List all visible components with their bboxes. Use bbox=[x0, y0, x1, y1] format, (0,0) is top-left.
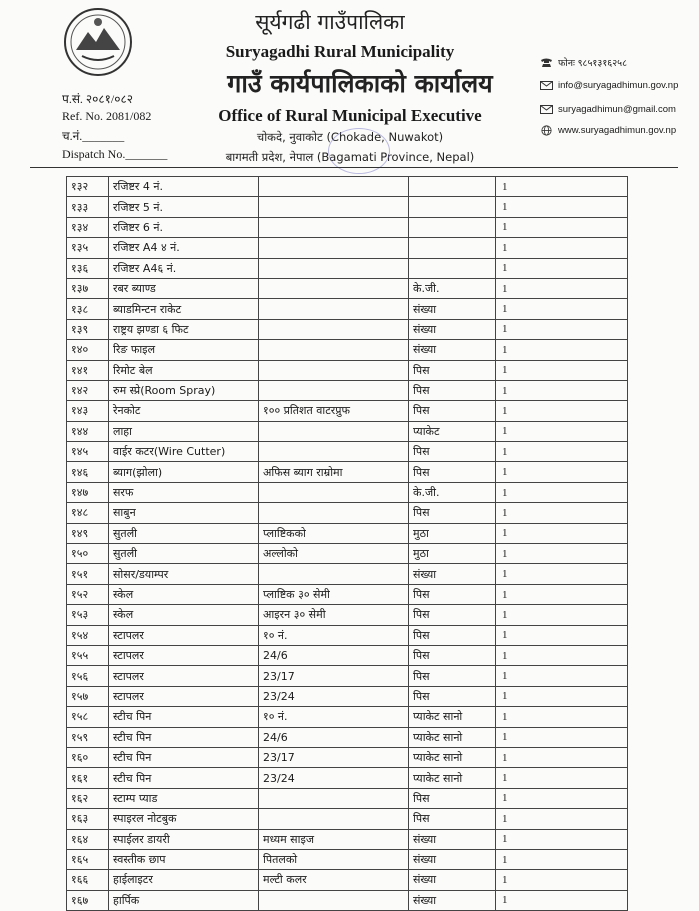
item-unit: पिस bbox=[409, 788, 496, 808]
item-quantity: 1 bbox=[496, 319, 628, 339]
contact-email-gmail bbox=[540, 104, 676, 115]
item-serial: १५३ bbox=[67, 605, 109, 625]
chalani-number: च.नं._______ bbox=[62, 129, 125, 143]
table-row bbox=[67, 584, 628, 604]
item-unit: प्याकेट सानो bbox=[409, 727, 496, 747]
item-spec: 23/24 bbox=[259, 768, 409, 788]
address-line-2: बागमती प्रदेश, नेपाल (Bagamati Province, Nepal) bbox=[225, 150, 475, 164]
item-unit: पिस bbox=[409, 462, 496, 482]
globe-icon bbox=[540, 125, 553, 136]
item-spec bbox=[259, 380, 409, 400]
contact-email-info bbox=[540, 80, 678, 91]
item-unit: प्याकेट सानो bbox=[409, 747, 496, 767]
item-spec: पितलको bbox=[259, 849, 409, 869]
item-serial: १६३ bbox=[67, 809, 109, 829]
item-unit: पिस bbox=[409, 401, 496, 421]
item-quantity: 1 bbox=[496, 482, 628, 502]
item-serial: १४९ bbox=[67, 523, 109, 543]
item-unit: संख्या bbox=[409, 319, 496, 339]
municipality-title-en: Suryagadhi Rural Municipality bbox=[225, 42, 455, 61]
table-row bbox=[67, 482, 628, 502]
item-quantity: 1 bbox=[496, 401, 628, 421]
table-row bbox=[67, 523, 628, 543]
item-unit: पिस bbox=[409, 380, 496, 400]
contact-text: www.suryagadhimun.gov.np bbox=[558, 125, 677, 136]
item-unit: संख्या bbox=[409, 870, 496, 890]
item-serial: १६६ bbox=[67, 870, 109, 890]
item-spec bbox=[259, 421, 409, 441]
item-spec: १० नं. bbox=[259, 707, 409, 727]
table-row bbox=[67, 197, 628, 217]
item-spec bbox=[259, 503, 409, 523]
table-row bbox=[67, 238, 628, 258]
item-unit: पिस bbox=[409, 666, 496, 686]
item-name: राष्ट्रय झण्डा ६ फिट bbox=[109, 319, 259, 339]
item-quantity: 1 bbox=[496, 380, 628, 400]
item-name: स्टापलर bbox=[109, 666, 259, 686]
item-quantity: 1 bbox=[496, 809, 628, 829]
item-unit bbox=[409, 177, 496, 197]
item-name: स्केल bbox=[109, 584, 259, 604]
table-row bbox=[67, 707, 628, 727]
contact-text: फोनः ९८५१३१६२५८ bbox=[558, 58, 628, 69]
table-row bbox=[67, 666, 628, 686]
table-row bbox=[67, 278, 628, 298]
item-serial: १५६ bbox=[67, 666, 109, 686]
item-quantity: 1 bbox=[496, 197, 628, 217]
item-serial: १५८ bbox=[67, 707, 109, 727]
item-spec: 24/6 bbox=[259, 645, 409, 665]
item-spec: मध्यम साइज bbox=[259, 829, 409, 849]
item-spec: प्लाष्टिकको bbox=[259, 523, 409, 543]
item-serial: १३८ bbox=[67, 299, 109, 319]
item-quantity: 1 bbox=[496, 564, 628, 584]
table-row bbox=[67, 788, 628, 808]
item-serial: १६५ bbox=[67, 849, 109, 869]
item-serial: १५७ bbox=[67, 686, 109, 706]
table-row bbox=[67, 380, 628, 400]
item-name: ब्याडमिन्टन राकेट bbox=[109, 299, 259, 319]
item-spec bbox=[259, 809, 409, 829]
item-name: रुम स्प्रे(Room Spray) bbox=[109, 380, 259, 400]
item-name: स्टाम्प प्याड bbox=[109, 788, 259, 808]
item-spec bbox=[259, 360, 409, 380]
item-serial: १३९ bbox=[67, 319, 109, 339]
table-row bbox=[67, 421, 628, 441]
item-serial: १४० bbox=[67, 340, 109, 360]
item-serial: १५१ bbox=[67, 564, 109, 584]
item-unit: के.जी. bbox=[409, 482, 496, 502]
table-row bbox=[67, 319, 628, 339]
item-name: रबर ब्याण्ड bbox=[109, 278, 259, 298]
item-spec: 24/6 bbox=[259, 727, 409, 747]
item-unit: संख्या bbox=[409, 564, 496, 584]
table-row bbox=[67, 462, 628, 482]
item-serial: १३६ bbox=[67, 258, 109, 278]
item-spec bbox=[259, 278, 409, 298]
item-unit: पिस bbox=[409, 360, 496, 380]
ref-number: Ref. No. 2081/082 bbox=[62, 109, 152, 123]
item-spec bbox=[259, 890, 409, 910]
item-serial: १५२ bbox=[67, 584, 109, 604]
item-name: रिमोट बेल bbox=[109, 360, 259, 380]
item-name: स्पाइरल नोटबुक bbox=[109, 809, 259, 829]
contact-website bbox=[540, 125, 676, 136]
item-serial: १४८ bbox=[67, 503, 109, 523]
items-table bbox=[66, 176, 628, 911]
item-name: हाईलाइटर bbox=[109, 870, 259, 890]
item-spec bbox=[259, 564, 409, 584]
office-title-np: गाउँ कार्यपालिकाको कार्यालय bbox=[227, 69, 493, 98]
item-unit: संख्या bbox=[409, 829, 496, 849]
item-name: रेनकोट bbox=[109, 401, 259, 421]
table-row bbox=[67, 177, 628, 197]
item-quantity: 1 bbox=[496, 890, 628, 910]
item-unit: पिस bbox=[409, 686, 496, 706]
table-row bbox=[67, 890, 628, 910]
item-quantity: 1 bbox=[496, 503, 628, 523]
table-row bbox=[67, 747, 628, 767]
item-quantity: 1 bbox=[496, 788, 628, 808]
item-name: स्पाईलर डायरी bbox=[109, 829, 259, 849]
item-quantity: 1 bbox=[496, 584, 628, 604]
item-quantity: 1 bbox=[496, 421, 628, 441]
item-spec: 23/24 bbox=[259, 686, 409, 706]
item-name: रिङ फाइल bbox=[109, 340, 259, 360]
item-quantity: 1 bbox=[496, 258, 628, 278]
item-spec: 23/17 bbox=[259, 747, 409, 767]
item-name: लाहा bbox=[109, 421, 259, 441]
item-unit: पिस bbox=[409, 605, 496, 625]
item-name: स्टीच पिन bbox=[109, 727, 259, 747]
address-line-1: चोकदे, नुवाकोट (Chokade, Nuwakot) bbox=[256, 130, 444, 144]
item-name: रजिष्टर A4 ४ नं. bbox=[109, 238, 259, 258]
item-quantity: 1 bbox=[496, 177, 628, 197]
item-serial: १५४ bbox=[67, 625, 109, 645]
item-serial: १६० bbox=[67, 747, 109, 767]
item-quantity: 1 bbox=[496, 829, 628, 849]
item-serial: १३५ bbox=[67, 238, 109, 258]
item-spec: प्लाष्टिक ३० सेमी bbox=[259, 584, 409, 604]
item-spec bbox=[259, 238, 409, 258]
item-quantity: 1 bbox=[496, 747, 628, 767]
item-serial: १३४ bbox=[67, 217, 109, 237]
item-name: रजिष्टर 4 नं. bbox=[109, 177, 259, 197]
item-quantity: 1 bbox=[496, 645, 628, 665]
item-unit: पिस bbox=[409, 625, 496, 645]
item-name: सुतली bbox=[109, 544, 259, 564]
item-unit: प्याकेट सानो bbox=[409, 768, 496, 788]
item-unit: पिस bbox=[409, 584, 496, 604]
item-name: स्टीच पिन bbox=[109, 768, 259, 788]
item-name: स्केल bbox=[109, 605, 259, 625]
table-row bbox=[67, 727, 628, 747]
item-serial: १६१ bbox=[67, 768, 109, 788]
item-spec bbox=[259, 340, 409, 360]
item-name: ब्याग(झोला) bbox=[109, 462, 259, 482]
item-name: रजिष्टर 5 नं. bbox=[109, 197, 259, 217]
table-row bbox=[67, 605, 628, 625]
item-unit: मुठा bbox=[409, 523, 496, 543]
item-spec bbox=[259, 197, 409, 217]
item-spec bbox=[259, 177, 409, 197]
email-icon bbox=[540, 80, 553, 91]
item-name: सरफ bbox=[109, 482, 259, 502]
table-row bbox=[67, 645, 628, 665]
item-serial: १४६ bbox=[67, 462, 109, 482]
item-quantity: 1 bbox=[496, 238, 628, 258]
table-row bbox=[67, 401, 628, 421]
item-unit: प्याकेट सानो bbox=[409, 707, 496, 727]
item-spec bbox=[259, 319, 409, 339]
item-unit: संख्या bbox=[409, 890, 496, 910]
item-quantity: 1 bbox=[496, 625, 628, 645]
item-serial: १६४ bbox=[67, 829, 109, 849]
item-name: स्वस्तीक छाप bbox=[109, 849, 259, 869]
item-unit: पिस bbox=[409, 645, 496, 665]
item-name: साबुन bbox=[109, 503, 259, 523]
item-unit bbox=[409, 217, 496, 237]
item-quantity: 1 bbox=[496, 523, 628, 543]
item-spec bbox=[259, 299, 409, 319]
item-quantity: 1 bbox=[496, 870, 628, 890]
item-name: सोसर/डयाम्पर bbox=[109, 564, 259, 584]
item-name: रजिष्टर 6 नं. bbox=[109, 217, 259, 237]
item-serial: १४७ bbox=[67, 482, 109, 502]
item-spec: अल्लोको bbox=[259, 544, 409, 564]
item-serial: १५९ bbox=[67, 727, 109, 747]
item-spec bbox=[259, 482, 409, 502]
item-serial: १४१ bbox=[67, 360, 109, 380]
item-name: स्टापलर bbox=[109, 645, 259, 665]
item-quantity: 1 bbox=[496, 707, 628, 727]
item-name: हार्पिक bbox=[109, 890, 259, 910]
table-row bbox=[67, 768, 628, 788]
item-serial: १६७ bbox=[67, 890, 109, 910]
item-spec: मल्टी कलर bbox=[259, 870, 409, 890]
item-spec: १०० प्रतिशत वाटरप्रुफ bbox=[259, 401, 409, 421]
item-quantity: 1 bbox=[496, 340, 628, 360]
item-serial: १५५ bbox=[67, 645, 109, 665]
table-row bbox=[67, 564, 628, 584]
item-serial: १३२ bbox=[67, 177, 109, 197]
item-serial: १५० bbox=[67, 544, 109, 564]
item-quantity: 1 bbox=[496, 299, 628, 319]
item-name: रजिष्टर A4६ नं. bbox=[109, 258, 259, 278]
nepal-emblem-icon bbox=[62, 6, 134, 78]
item-unit: पिस bbox=[409, 442, 496, 462]
item-serial: १३३ bbox=[67, 197, 109, 217]
item-quantity: 1 bbox=[496, 686, 628, 706]
item-unit: मुठा bbox=[409, 544, 496, 564]
item-quantity: 1 bbox=[496, 217, 628, 237]
item-quantity: 1 bbox=[496, 360, 628, 380]
header-divider bbox=[30, 167, 678, 168]
item-name: स्टापलर bbox=[109, 686, 259, 706]
item-quantity: 1 bbox=[496, 666, 628, 686]
item-name: वाईर कटर(Wire Cutter) bbox=[109, 442, 259, 462]
phone-icon bbox=[540, 57, 553, 68]
item-unit: के.जी. bbox=[409, 278, 496, 298]
table-row bbox=[67, 360, 628, 380]
item-unit: पिस bbox=[409, 809, 496, 829]
ps-number: प.सं. २०८१/०८२ bbox=[62, 92, 133, 106]
office-title-en: Office of Rural Municipal Executive bbox=[218, 106, 482, 125]
item-quantity: 1 bbox=[496, 605, 628, 625]
contact-phone bbox=[540, 56, 627, 69]
table-row bbox=[67, 299, 628, 319]
item-unit: संख्या bbox=[409, 849, 496, 869]
item-name: स्टीच पिन bbox=[109, 707, 259, 727]
item-name: स्टीच पिन bbox=[109, 747, 259, 767]
item-quantity: 1 bbox=[496, 544, 628, 564]
item-quantity: 1 bbox=[496, 442, 628, 462]
item-serial: १४३ bbox=[67, 401, 109, 421]
table-row bbox=[67, 870, 628, 890]
table-row bbox=[67, 442, 628, 462]
contact-text: info@suryagadhimun.gov.np bbox=[558, 80, 679, 91]
dispatch-number: Dispatch No._______ bbox=[62, 147, 168, 161]
item-spec bbox=[259, 442, 409, 462]
item-unit bbox=[409, 238, 496, 258]
item-quantity: 1 bbox=[496, 462, 628, 482]
item-unit bbox=[409, 258, 496, 278]
table-row bbox=[67, 686, 628, 706]
item-spec bbox=[259, 788, 409, 808]
item-unit: संख्या bbox=[409, 340, 496, 360]
table-row bbox=[67, 503, 628, 523]
item-unit: प्याकेट bbox=[409, 421, 496, 441]
item-spec: १० नं. bbox=[259, 625, 409, 645]
item-serial: १४२ bbox=[67, 380, 109, 400]
table-row bbox=[67, 217, 628, 237]
item-spec bbox=[259, 217, 409, 237]
item-spec: अफिस ब्याग राम्रोमा bbox=[259, 462, 409, 482]
item-quantity: 1 bbox=[496, 727, 628, 747]
item-name: सुतली bbox=[109, 523, 259, 543]
item-unit: संख्या bbox=[409, 299, 496, 319]
table-row bbox=[67, 340, 628, 360]
item-spec: 23/17 bbox=[259, 666, 409, 686]
item-quantity: 1 bbox=[496, 849, 628, 869]
item-quantity: 1 bbox=[496, 278, 628, 298]
table-row bbox=[67, 258, 628, 278]
item-serial: १३७ bbox=[67, 278, 109, 298]
item-serial: १४४ bbox=[67, 421, 109, 441]
item-unit: पिस bbox=[409, 503, 496, 523]
table-row bbox=[67, 625, 628, 645]
email-icon bbox=[540, 104, 553, 115]
municipality-title-np: सूर्यगढी गाउँपालिका bbox=[255, 10, 405, 34]
contact-text: suryagadhimun@gmail.com bbox=[558, 104, 676, 115]
item-unit bbox=[409, 197, 496, 217]
item-serial: १४५ bbox=[67, 442, 109, 462]
item-serial: १६२ bbox=[67, 788, 109, 808]
table-row bbox=[67, 849, 628, 869]
item-spec: आइरन ३० सेमी bbox=[259, 605, 409, 625]
table-row bbox=[67, 829, 628, 849]
item-quantity: 1 bbox=[496, 768, 628, 788]
item-name: स्टापलर bbox=[109, 625, 259, 645]
table-row bbox=[67, 544, 628, 564]
item-spec bbox=[259, 258, 409, 278]
table-row bbox=[67, 809, 628, 829]
